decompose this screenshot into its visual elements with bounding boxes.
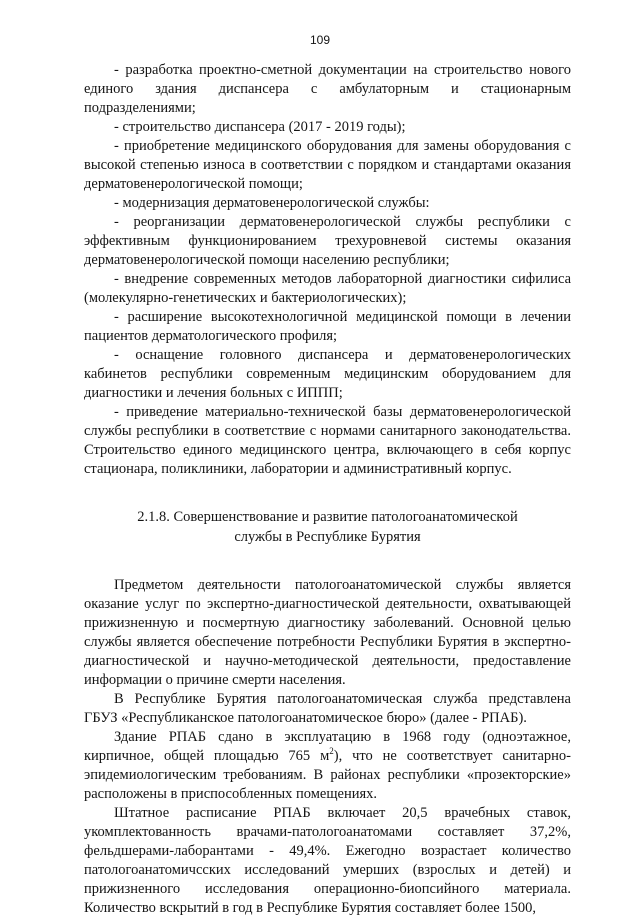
superscript-2: 2 [329, 746, 334, 757]
section-heading-line-1: 2.1.8. Совершенствование и развитие патологоанатомической [137, 509, 518, 525]
building-text-before: Здание РПАБ сдано в эксплуатацию в 1968 году (одноэтажное, кирпичное, общей площадью 765 м [84, 729, 571, 764]
page-number: 109 [309, 33, 331, 47]
building-text-after: ), что не соответствует санитарно-эпидемиологическим требованиям. В районах республики «прозекторские» расположены в приспособленных помещениях. [84, 748, 571, 802]
section-heading-line-2: службы в Республике Бурятия [234, 529, 421, 545]
page-body [84, 61, 571, 918]
body-paragraph: В Республике Бурятия патологоанатомическая служба представлена ГБУЗ «Республиканское патологоанатомическое бюро» (далее - РПАБ). [84, 691, 571, 726]
body-paragraph: Предметом деятельности патологоанатомической службы является оказание услуг по экспертно-диагностической деятельности, охватывающей прижизненную и посмертную диагностику заболеваний. Основной целью службы является обеспечение потребности Республики Бурятия в экспертно-диагностической и научно-методической деятельности, предоставление информации о причине смерти населения. [84, 577, 571, 688]
list-item: - оснащение головного диспансера и дерматовенерологических кабинетов республики современным медицинским оборудованием для диагностики и лечения больных с ИППП; [84, 347, 571, 401]
section-heading [84, 507, 571, 547]
list-item: - расширение высокотехнологичной медицинской помощи в лечении пациентов дерматологического профиля; [84, 309, 571, 344]
list-item: - приобретение медицинского оборудования для замены оборудования с высокой степенью износа в соответствии с порядком и стандартами оказания дерматовенерологической помощи; [84, 138, 571, 192]
body-paragraph-building [84, 728, 571, 804]
list-item: - разработка проектно-сметной документации на строительство нового единого здания диспансера с амбулаторным и стационарным подразделениями; [84, 62, 571, 116]
list-item: - модернизация дерматовенерологической службы: [114, 195, 430, 211]
list-item: - внедрение современных методов лабораторной диагностики сифилиса (молекулярно-генетических и бактериологических); [84, 271, 571, 306]
list-item: - строительство диспансера (2017 - 2019 годы); [114, 119, 406, 135]
body-paragraph: Штатное расписание РПАБ включает 20,5 врачебных ставок, укомплектованность врачами-патологоанатомами составляет 37,2%, фельдшерами-лаборантами - 49,4%. Ежегодно возрастает количество патологоанатомичсских исследований умерших (взрослых и детей) и прижизненного исследования операционно-биопсийного материала. Количество вскрытий в год в Республике Бурятия составляет более 1500, [84, 805, 571, 916]
list-item: - приведение материально-технической базы дерматовенерологической службы республики в соответствие с нормами санитарного законодательства. Строительство единого медицинского центра, включающего в себя корпус стационара, поликлиники, лаборатории и административный корпус. [84, 404, 571, 477]
list-item: - реорганизации дерматовенерологической службы республики с эффективным функционированием трехуровневой системы оказания дерматовенерологической помощи населению республики; [84, 214, 571, 268]
